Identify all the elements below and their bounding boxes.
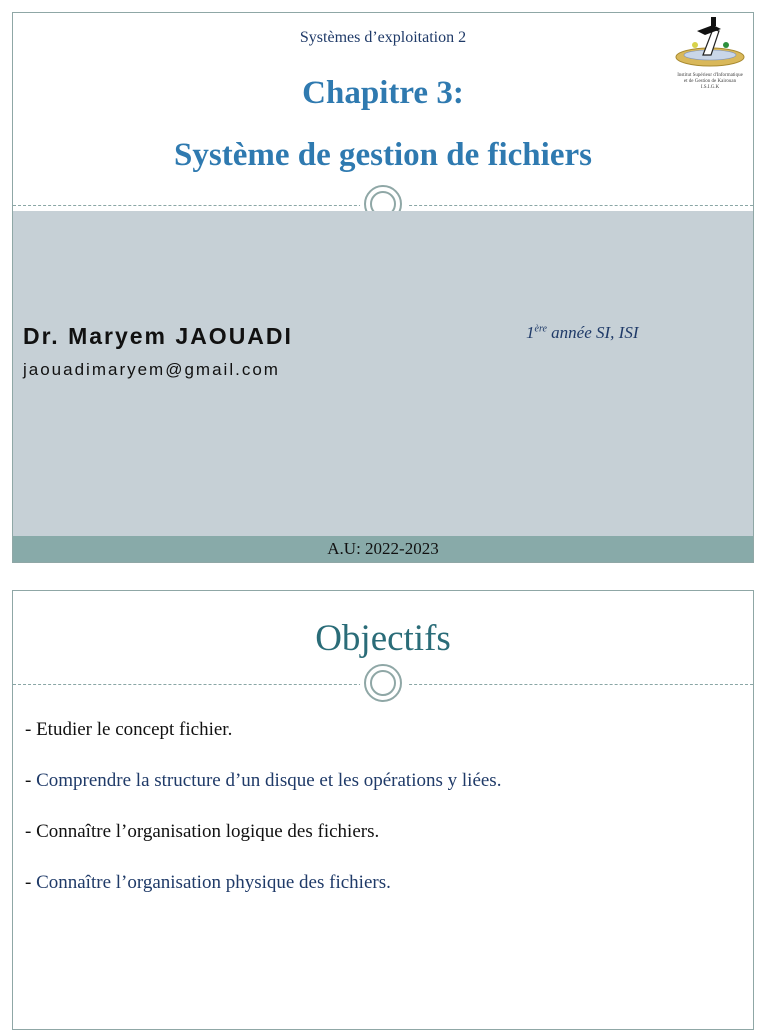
chapter-title: Système de gestion de fichiers [174,137,592,173]
year-level-text: année SI, ISI [546,323,639,342]
objectives-title: Objectifs [315,618,451,659]
institute-logo [671,15,749,99]
author-name: Dr. Maryem JAOUADI [23,323,293,349]
course-name: Systèmes d’exploitation 2 [299,29,467,46]
isigk-logo-icon [673,15,747,73]
logo-caption-3: I.S.I.G.K [700,85,720,90]
objectives-divider-ring [360,660,408,708]
objectives-slide [12,590,754,1030]
logo-caption-2: et de Gestion de Kairouan [683,79,737,84]
year-level-superscript: ère [534,323,547,335]
objective-item-1 [25,719,232,741]
objective-text: Connaître l’organisation physique des fichiers. [36,872,391,893]
logo-caption-1: Institut Supérieur d'Informatique [677,73,743,78]
objective-item-2 [25,770,501,792]
author-email: jaouadimaryem@gmail.com [23,360,280,379]
objective-dash: - [25,770,37,791]
objective-item-4 [25,872,391,894]
title-slide [12,12,754,563]
objective-dash: - [25,719,37,740]
objective-item-3 [25,821,379,843]
objective-dash: - [25,872,37,893]
chapter-number: Chapitre 3: [302,75,464,111]
ring-outer-icon [364,664,402,702]
author-panel [13,211,753,537]
year-level [526,323,638,343]
objective-text: Comprendre la structure d’un disque et les opérations y liées. [36,770,502,791]
objective-text: Etudier le concept fichier. [36,719,233,740]
objective-text: Connaître l’organisation logique des fichiers. [36,821,380,842]
objective-dash: - [25,821,37,842]
ring-inner-icon [370,670,396,696]
academic-year-footer: A.U: 2022-2023 [13,536,753,562]
year-level-number: 1 [526,323,535,342]
